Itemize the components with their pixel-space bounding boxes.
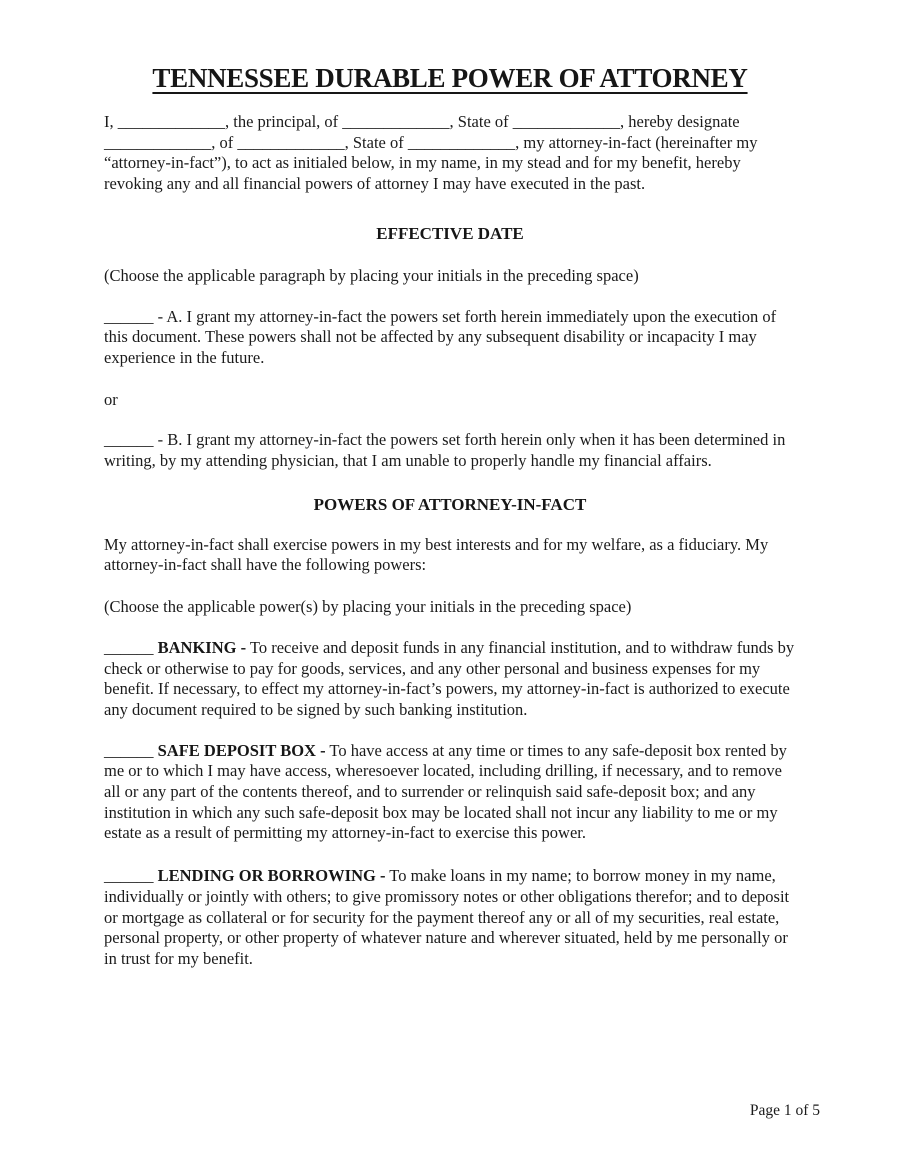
power-item-safe-deposit-box	[104, 741, 796, 845]
document-content	[104, 0, 796, 970]
option-a-paragraph: ______ - A. I grant my attorney-in-fact the powers set forth herein immediately upon the execution of this document. These powers shall not be affected by any subsequent disability or incapacity I may experience in the future.	[104, 306, 777, 367]
or-conjunction: or	[104, 389, 118, 409]
page-number: Page 1 of 5	[749, 1102, 820, 1119]
powers-heading: POWERS OF ATTORNEY-IN-FACT	[313, 494, 587, 514]
power-description: To receive and deposit funds in any financial institution, and to withdraw funds by check or otherwise to pay for goods, services, and any other personal and business expenses for my benefit. If necessary, to effect my attorney-in-fact’s powers, my attorney-in-fact is authorized to execute any document required to be signed by such banking institution.	[104, 637, 795, 719]
power-name: BANKING -	[157, 637, 247, 657]
intro-paragraph: I, _____________, the principal, of _____________, State of _____________, hereby designate _____________, of _____________, State of _____________, my attorney-in-fact (hereinafter my “attorney-in-fact”), to act as initialed below, in my name, in my stead and for my benefit, hereby revoking any and all financial powers of attorney I may have executed in the past.	[104, 112, 758, 194]
initials-blank: ______	[104, 740, 154, 760]
powers-instruction: (Choose the applicable power(s) by placing your initials in the preceding space)	[104, 597, 632, 617]
power-item-lending-or-borrowing	[104, 866, 796, 970]
effective-date-heading: EFFECTIVE DATE	[376, 223, 524, 243]
power-item-banking	[104, 638, 796, 721]
initials-blank: ______	[104, 866, 154, 886]
initials-blank: ______	[104, 637, 154, 657]
power-name: SAFE DEPOSIT BOX -	[157, 740, 326, 760]
effective-date-instruction: (Choose the applicable paragraph by placing your initials in the preceding space)	[104, 265, 639, 285]
document-title: TENNESSEE DURABLE POWER OF ATTORNEY	[152, 63, 748, 93]
power-description: To make loans in my name; to borrow money in my name, individually or jointly with others; to give promissory notes or other obligations therefor; and to deposit or mortgage as collateral or for security for the payment thereof any or all of my securities, real estate, personal property, or other property of whatever nature and wherever situated, held by me personally or in trust for my benefit.	[104, 866, 790, 968]
powers-preamble: My attorney-in-fact shall exercise powers in my best interests and for my welfare, as a fiduciary. My attorney-in-fact shall have the following powers:	[104, 534, 769, 575]
power-description: To have access at any time or times to any safe-deposit box rented by me or to which I may have access, wheresoever located, including drilling, if necessary, and to remove all or any part of the contents thereof, and to surrender or relinquish said safe-deposit box; and any institution in which any such safe-deposit box may be located shall not incur any liability to me or my estate as a result of permitting my attorney-in-fact to exercise this power.	[104, 740, 787, 843]
option-b-paragraph: ______ - B. I grant my attorney-in-fact the powers set forth herein only when it has been determined in writing, by my attending physician, that I am unable to properly handle my financial affairs.	[104, 430, 786, 471]
power-name: LENDING OR BORROWING -	[157, 866, 386, 886]
